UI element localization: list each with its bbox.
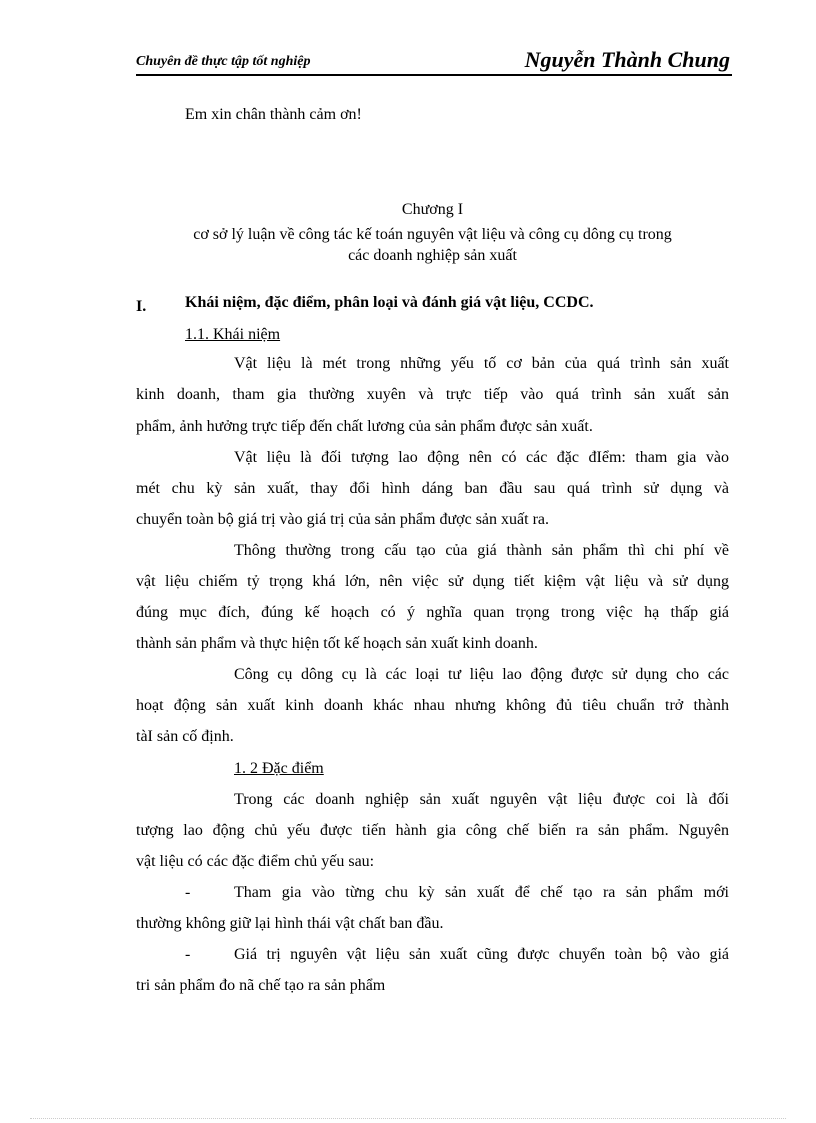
subsection-1-title: 1.1. Khái niệm [185,326,281,343]
paragraph-line: vật liệu có các đặc điểm chủ yếu sau: [136,853,375,870]
paragraph-line: thành sản phẩm và thực hiện tốt kế hoạch sản xuất kinh doanh. [136,635,538,652]
header-document-title: Chuyên đề thực tập tốt nghiệp [136,54,311,69]
header-author-name: Nguyễn Thành Chung [524,47,730,72]
section-numeral: I. [136,298,147,315]
paragraph-line: vật liệu chiếm tỷ trọng khá lớn, nên việc sử dụng tiết kiệm vật liệu và sử dụng [136,573,729,590]
paragraph-line: tàI sản cố định. [136,728,234,745]
thanks-line: Em xin chân thành cảm ơn! [185,106,362,123]
paragraph-line: mét chu kỳ sản xuất, thay đổi hình dáng ban đầu sau quá trình sử dụng và [136,480,729,497]
bullet-dash: - [185,884,191,901]
chapter-title-line-1: cơ sở lý luận về công tác kế toán nguyên vật liệu và công cụ dông cụ trong [193,226,672,243]
paragraph-line: đúng mục đích, đúng kế hoạch có ý nghĩa quan trọng trong việc hạ thấp giá [136,604,729,621]
chapter-number: Chương I [401,201,464,218]
paragraph-line: Công cụ dông cụ là các loại tư liệu lao động được sử dụng cho các [234,666,729,683]
paragraph-line: hoạt động sản xuất kinh doanh khác nhau nhưng không đủ tiêu chuẩn trở thành [136,697,729,714]
paragraph-line: chuyển toàn bộ giá trị vào giá trị của sản phẩm được sản xuất ra. [136,511,549,528]
bullet-dash: - [185,946,191,963]
page-bottom-rule [30,1118,786,1119]
paragraph-line: Thông thường trong cấu tạo của giá thành sản phẩm thì chi phí về [234,542,729,559]
page-header [136,47,732,76]
bullet-line: Tham gia vào từng chu kỳ sản xuất để chế tạo ra sản phẩm mới [234,884,729,901]
section-title: Khái niệm, đặc điểm, phân loại và đánh giá vật liệu, CCDC. [185,294,594,311]
paragraph-line: phẩm, ảnh hưởng trực tiếp đến chất lương của sản phẩm được sản xuất. [136,418,593,435]
paragraph-line: kinh doanh, tham gia thường xuyên và trực tiếp vào quá trình sản xuất sản [136,386,729,403]
paragraph-line: Vật liệu là mét trong những yếu tố cơ bản của quá trình sản xuất [234,355,729,372]
bullet-line: thường không giữ lại hình thái vật chất ban đầu. [136,915,444,932]
paragraph-line: tượng lao động chủ yếu được tiến hành gia công chế biến ra sản phẩm. Nguyên [136,822,729,839]
paragraph-line: Vật liệu là đối tượng lao động nên có các đặc đIểm: tham gia vào [234,449,729,466]
bullet-line: tri sản phẩm đo nã chế tạo ra sản phẩm [136,977,386,994]
chapter-title-line-2: các doanh nghiệp sản xuất [348,247,517,264]
subsection-2-title: 1. 2 Đặc điểm [234,760,324,777]
paragraph-line: Trong các doanh nghiệp sản xuất nguyên vật liệu được coi là đối [234,791,729,808]
bullet-line: Giá trị nguyên vật liệu sản xuất cũng được chuyển toàn bộ vào giá [234,946,729,963]
